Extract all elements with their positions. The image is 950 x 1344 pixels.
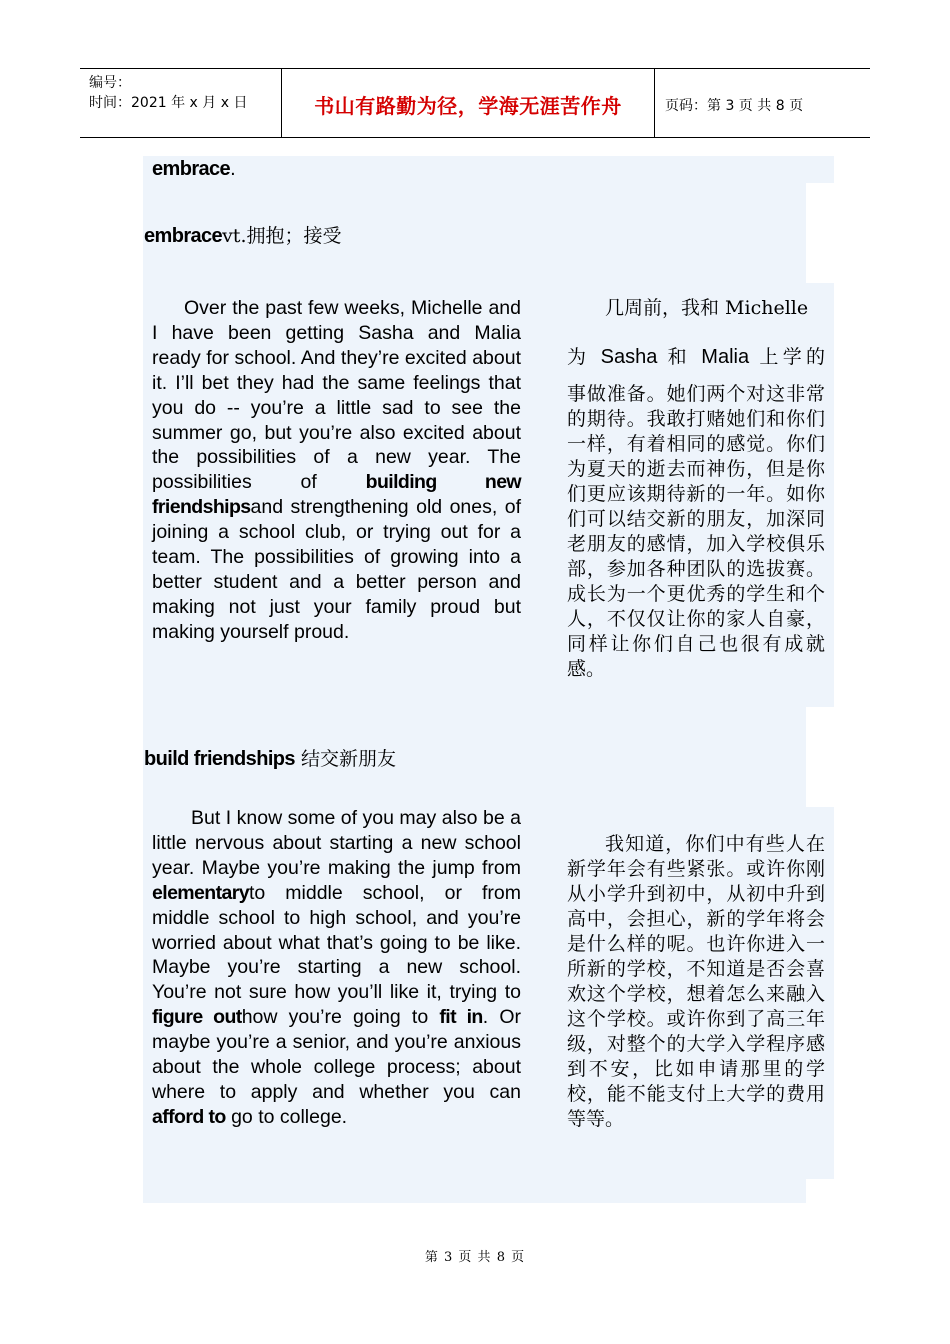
text-run: go to college. bbox=[225, 1105, 348, 1128]
header-meta-cell bbox=[80, 69, 282, 137]
header-page-cell bbox=[655, 69, 870, 137]
vocab-line-build-friendships bbox=[144, 744, 396, 771]
vocab-word: embrace bbox=[152, 158, 231, 180]
vocab-highlight: elementary bbox=[152, 881, 249, 904]
motto: 书山有路勤为径，学海无涯苦作舟 bbox=[314, 94, 622, 118]
content-background bbox=[143, 156, 834, 183]
vocab-highlight: building new friendships bbox=[152, 471, 522, 519]
text-run: . Or maybe you’re a senior, and you’re anxious about the whole college process; about where to apply and whether you can bbox=[152, 1006, 522, 1103]
zh-text: 事做准备。她们两个对这非常的期待。我敢打赌她们和你们一样，有着相同的感觉。你们为夏天的逝去而神伤，但是你们更应该期待新的一年。如你们可以结交新的朋友，加深同老朋友的感情，加入学校俱乐部，参加各种团队的选拔赛。成长为一个更优秀的学生和个人，不仅仅让你的家人自豪，同样让你们自己也很有成就感。 bbox=[567, 383, 825, 680]
text-run: to middle school, or from middle school to high school, and you’re worried about what that’s going to be like. Maybe you’re starting a new school. You’re not sure how you’ll like it, trying to bbox=[152, 881, 521, 1004]
paragraph-english-1 bbox=[152, 296, 521, 645]
vocab-suffix: . bbox=[230, 158, 236, 180]
paragraph-chinese-1 bbox=[567, 296, 825, 682]
text-run: 和 bbox=[657, 346, 702, 368]
text-run: Malia bbox=[701, 346, 750, 368]
vocab-highlight: fit in bbox=[439, 1006, 483, 1029]
page-header bbox=[80, 68, 870, 138]
paragraph-english-2 bbox=[152, 806, 521, 1130]
text-run: Over the past few weeks, Michelle and I have been getting Sasha and Malia ready for school. And they’re excited about it. I’ll bet they had the same feelings that you do -- you’re a little sad to see the summer go, but you’re also excited about the possibilities of a new year. The possibilities of bbox=[152, 297, 521, 494]
content-background bbox=[143, 1179, 806, 1203]
text-run: how you’re going to bbox=[241, 1006, 440, 1029]
vocab-meaning: 结交新朋友 bbox=[294, 748, 396, 770]
vocab-highlight: afford to bbox=[152, 1105, 226, 1128]
vocab-line-embrace-head bbox=[152, 158, 236, 181]
page-info: 页码：第 3 页 共 8 页 bbox=[665, 98, 804, 114]
text-run: Sasha bbox=[600, 346, 658, 368]
vocab-word: build friendships bbox=[144, 748, 295, 770]
zh-text: 我知道，你们中有些人在新学年会有些紧张。或许你刚从小学升到初中，从初中升到高中，会担心，新的学年将会是什么样的呢。也许你进入一所新的学校，不知道是否会喜欢这个学校，想着怎么来融入这个学校。或许你到了高三年级，对整个的大学入学程序感到不安，比如申请那里的学校，能不能支付上大学的费用等等。 bbox=[567, 833, 825, 1130]
vocab-line-embrace bbox=[144, 221, 342, 248]
text-run: But I know some of you may also be a little nervous about starting a new school year. Maybe you’re making the jump from bbox=[152, 807, 521, 879]
text-run: 为 bbox=[567, 346, 601, 368]
header-motto-cell bbox=[282, 69, 655, 137]
time-label: 时间：2021 年 x 月 x 日 bbox=[89, 95, 248, 111]
page-footer: 第 3 页 共 8 页 bbox=[424, 1250, 526, 1265]
zh-line bbox=[567, 345, 825, 370]
vocab-meaning: vt.拥抱；接受 bbox=[222, 225, 342, 247]
text-run: 上学的 bbox=[749, 346, 825, 368]
paragraph-chinese-2 bbox=[567, 832, 825, 1132]
vocab-highlight: figure out bbox=[152, 1006, 242, 1029]
vocab-word: embrace bbox=[144, 225, 223, 247]
text-run: and strengthening old ones, of joining a school club, or trying out for a team. The possibilities of growing into a better student and a better person and making not just your family proud but making yourself proud. bbox=[152, 496, 521, 643]
serial-label: 编号： bbox=[89, 75, 131, 91]
zh-line: 几周前，我和 Michelle bbox=[605, 297, 809, 319]
